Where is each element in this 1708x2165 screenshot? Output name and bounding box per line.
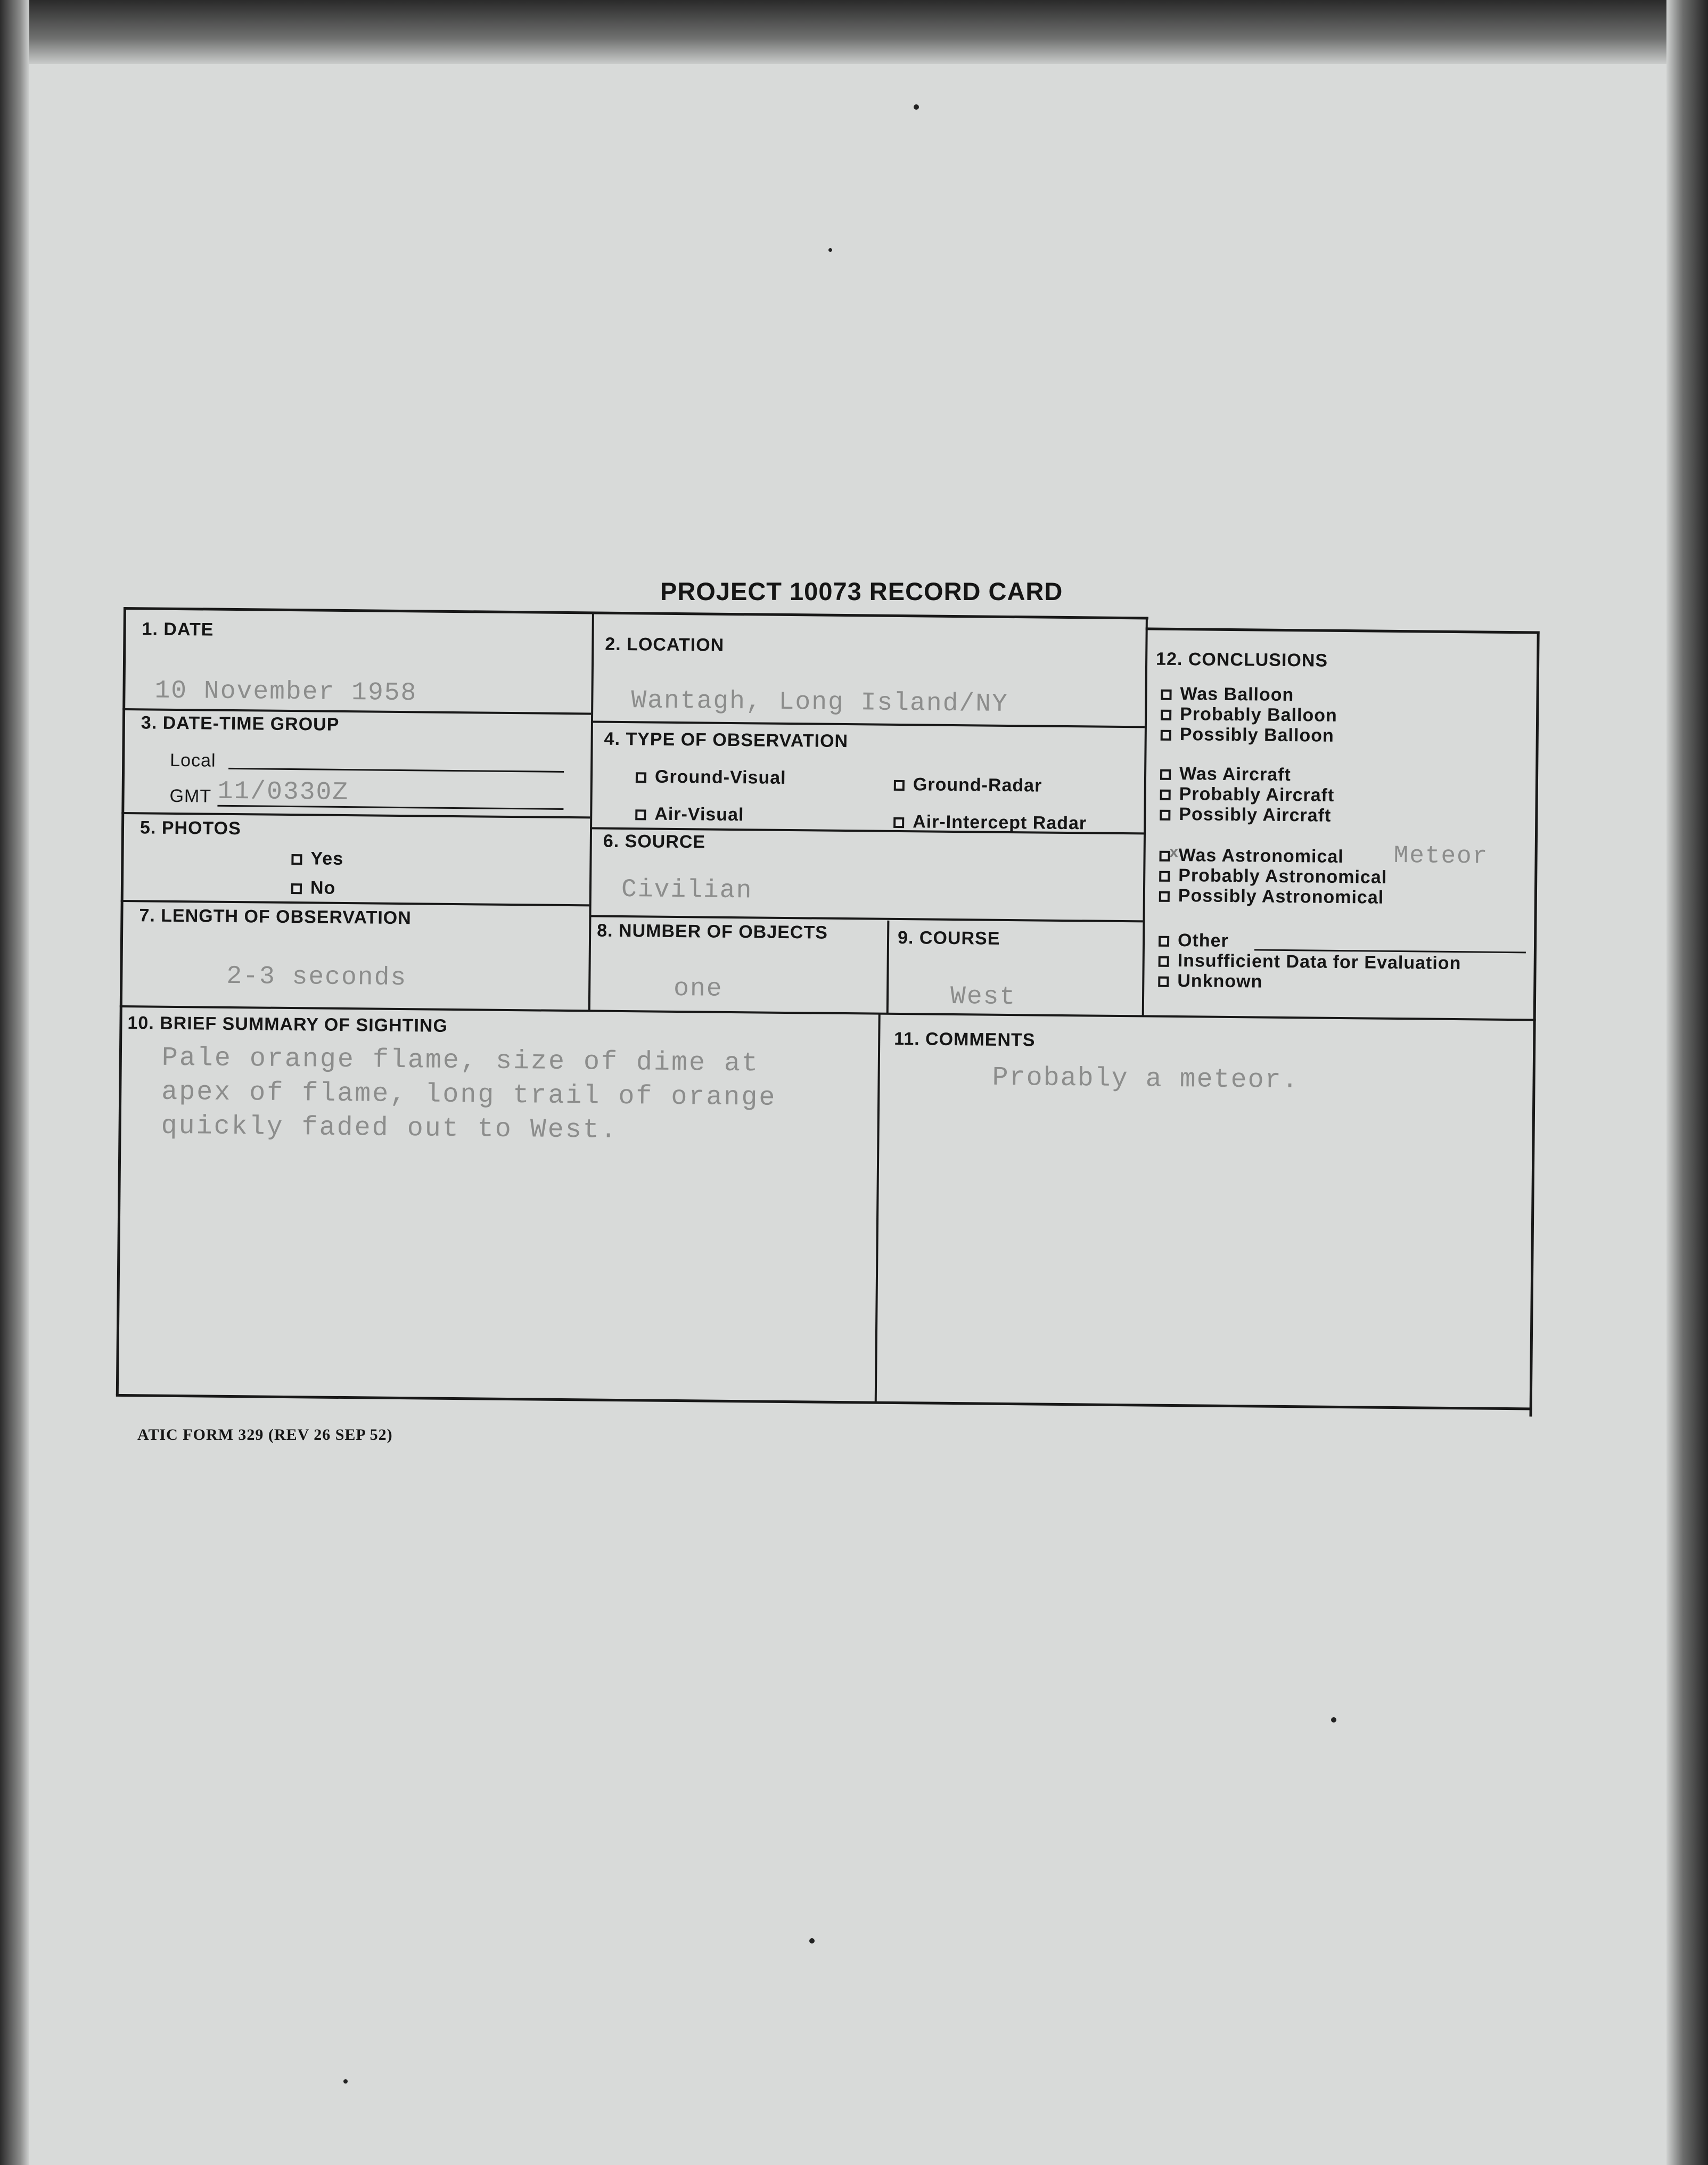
obs-air-visual [635, 803, 744, 825]
photos-yes [291, 848, 343, 870]
divider-h2 [591, 720, 1145, 728]
gmt-label: GMT [169, 785, 212, 807]
conclusion-label: Unknown [1177, 971, 1263, 992]
obs-air-visual-label: Air-Visual [654, 803, 744, 825]
conclusion-label: Was Aircraft [1179, 764, 1292, 785]
local-field-line [228, 768, 564, 773]
location-label: 2. LOCATION [605, 634, 725, 655]
summary-line: quickly faded out to West. [161, 1111, 619, 1146]
comments-value: Probably a meteor. [992, 1062, 1299, 1096]
checkbox-icon [291, 883, 302, 894]
brief-summary-text [161, 1042, 992, 1152]
comments-label: 11. COMMENTS [894, 1028, 1036, 1051]
conclusion-was-astronomical [1159, 845, 1343, 867]
card-border-bottom [116, 1394, 1532, 1410]
conclusion-possibly-balloon [1161, 724, 1334, 747]
divider-v4 [1142, 617, 1148, 1016]
conclusion-was-aircraft [1160, 764, 1291, 785]
check-mark: x [1169, 844, 1179, 863]
speck [1331, 1717, 1336, 1723]
obs-ground-radar [894, 774, 1042, 797]
conclusion-probably-balloon [1161, 704, 1337, 726]
record-card [116, 607, 1572, 1473]
date-label: 1. DATE [142, 619, 214, 640]
conclusion-was-balloon [1161, 684, 1294, 706]
astronomical-note: Meteor [1393, 841, 1489, 871]
checkbox-icon [1160, 810, 1170, 821]
source-value: Civilian [621, 875, 753, 906]
checkbox-checked-icon [1160, 844, 1179, 863]
photos-yes-label: Yes [310, 848, 344, 869]
obs-ground-radar-label: Ground-Radar [913, 774, 1042, 796]
conclusion-other [1159, 930, 1229, 952]
checkbox-icon [1159, 936, 1169, 947]
checkbox-icon [894, 780, 905, 791]
checkbox-icon [291, 854, 302, 865]
obs-ground-visual [636, 766, 786, 789]
conclusion-label: Possibly Aircraft [1179, 804, 1332, 826]
brief-summary-label: 10. BRIEF SUMMARY OF SIGHTING [127, 1013, 448, 1036]
checkbox-icon [1161, 690, 1171, 700]
number-of-objects-label: 8. NUMBER OF OBJECTS [597, 920, 828, 943]
course-value: West [950, 982, 1016, 1012]
summary-line: apex of flame, long trail of orange [161, 1077, 777, 1113]
type-of-observation-label: 4. TYPE OF OBSERVATION [604, 728, 849, 752]
checkbox-icon [1159, 956, 1169, 967]
checkbox-icon [635, 809, 646, 820]
length-of-observation-value: 2-3 seconds [226, 962, 407, 993]
obs-ground-visual-label: Ground-Visual [654, 766, 786, 788]
obs-air-intercept-radar [893, 811, 1087, 834]
checkbox-icon [636, 772, 646, 783]
conclusion-probably-astronomical [1159, 865, 1387, 888]
conclusion-insufficient-data [1159, 950, 1461, 974]
source-label: 6. SOURCE [603, 831, 706, 852]
photos-no-label: No [310, 878, 336, 898]
conclusion-label: Possibly Astronomical [1178, 885, 1384, 908]
conclusion-label: Probably Astronomical [1178, 865, 1387, 888]
film-edge-right [1666, 0, 1708, 2165]
number-of-objects-value: one [673, 974, 723, 1004]
conclusion-possibly-astronomical [1159, 885, 1384, 908]
local-label: Local [170, 750, 216, 771]
film-edge-left [0, 0, 29, 2165]
conclusion-possibly-aircraft [1160, 804, 1331, 826]
conclusions-label: 12. CONCLUSIONS [1155, 649, 1328, 671]
checkbox-icon [1158, 977, 1169, 987]
date-time-group-label: 3. DATE-TIME GROUP [141, 712, 340, 735]
conclusion-label: Was Balloon [1180, 684, 1294, 706]
form-identifier: ATIC FORM 329 (REV 26 SEP 52) [137, 1426, 393, 1444]
card-border-top-right [1146, 627, 1540, 634]
conclusion-label: Probably Aircraft [1179, 784, 1335, 806]
conclusion-label: Possibly Balloon [1179, 724, 1334, 746]
photos-no [291, 878, 336, 899]
card-title: PROJECT 10073 RECORD CARD [660, 577, 1063, 605]
location-value: Wantagh, Long Island/NY [631, 686, 1009, 719]
divider-v2 [886, 921, 890, 1014]
conclusion-label: Insufficient Data for Evaluation [1177, 950, 1461, 974]
conclusion-label: Other [1177, 930, 1229, 951]
gmt-value: 11/0330Z [217, 777, 349, 808]
speck [343, 2079, 348, 2084]
speck [914, 104, 919, 110]
card-border-right [1530, 631, 1540, 1416]
checkbox-icon [1161, 710, 1171, 720]
conclusion-probably-aircraft [1160, 784, 1335, 806]
conclusion-label: Probably Balloon [1179, 704, 1337, 726]
checkbox-icon [1159, 871, 1170, 882]
photos-label: 5. PHOTOS [139, 817, 241, 839]
speck [828, 248, 832, 252]
divider-v1 [588, 611, 594, 1011]
course-label: 9. COURSE [897, 927, 1000, 949]
checkbox-icon [1160, 790, 1171, 800]
length-of-observation-label: 7. LENGTH OF OBSERVATION [139, 905, 412, 929]
date-value: 10 November 1958 [154, 676, 417, 708]
conclusion-unknown [1158, 971, 1262, 993]
film-edge-top [0, 0, 1708, 64]
conclusion-label: Was Astronomical [1178, 845, 1344, 867]
checkbox-icon [1159, 891, 1170, 902]
summary-line: Pale orange flame, size of dime at [161, 1043, 760, 1079]
checkbox-icon [1160, 769, 1171, 780]
checkbox-icon [893, 817, 904, 828]
obs-air-intercept-radar-label: Air-Intercept Radar [913, 811, 1087, 834]
checkbox-icon [1161, 730, 1171, 741]
speck [809, 1938, 815, 1943]
